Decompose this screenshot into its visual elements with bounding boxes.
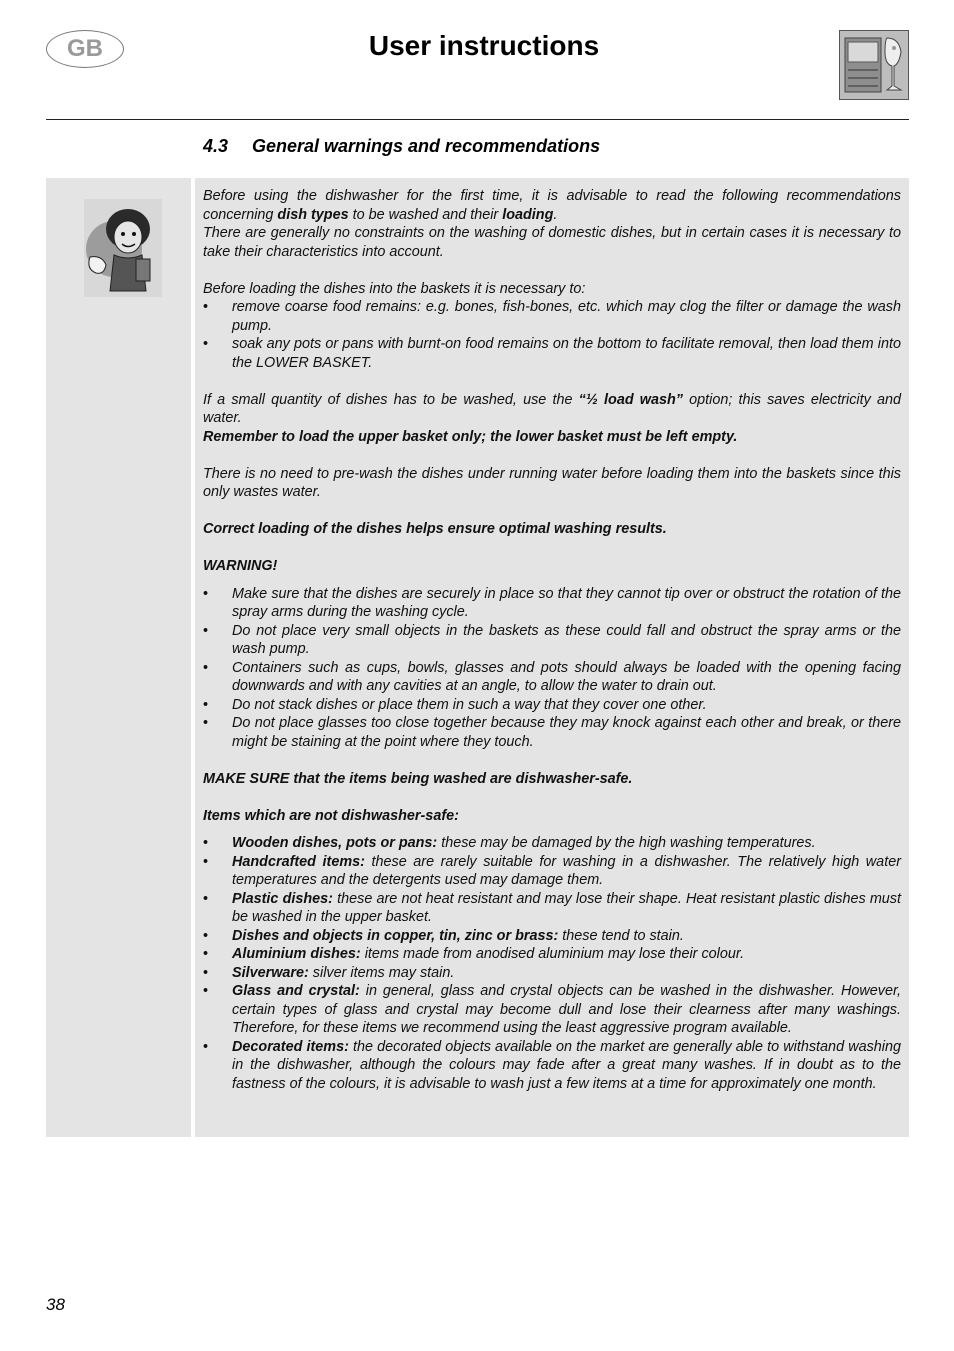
list-item: • Decorated items: the decorated objects available on the market are generally able to withstand washing in the dishwasher, although the colours may fade after a great many washes. If in doubt as to the fastness of the colours, it is advisable to wash just a few items at a time for approximately one month. (203, 1038, 901, 1092)
constraints-paragraph: There are generally no constraints on the washing of domestic dishes, but in certain cases it is necessary to take their characteristics into account. (203, 225, 901, 260)
half-load-paragraph (203, 391, 901, 428)
list-item: • Plastic dishes: these are not heat resistant and may lose their shape. Heat resistant plastic dishes must be washed in the upper basket. (203, 890, 902, 925)
list-item-text: Containers such as cups, bowls, glasses and pots should always be loaded with the opening facing downwards and with any cavities at an angle, to allow the water to drain out. (232, 659, 901, 694)
intro-text: Before using the dishwasher for the first time, it is advisable to read the following recommendations concerning (203, 188, 901, 223)
warning-title: WARNING! (203, 558, 278, 574)
list-item: • Make sure that the dishes are securely in place so that they cannot tip over or obstruct the rotation of the spray arms during the washing cycle. (203, 585, 901, 620)
page-number: 38 (46, 1295, 65, 1314)
language-badge-label: GB (67, 35, 103, 62)
list-item-label: Dishes and objects in copper, tin, zinc or brass: (232, 927, 559, 944)
list-item-label: Handcrafted items: (232, 853, 365, 870)
warning-list (203, 585, 901, 752)
list-item: • Silverware: silver items may stain. (203, 964, 455, 981)
list-item: • Aluminium dishes: items made from anodised aluminium may lose their colour. (203, 946, 745, 962)
list-item-text: these are not heat resistant and may lose their shape. Heat resistant plastic dishes must be washed in the upper basket. (232, 890, 902, 925)
list-item-text: Do not place glasses too close together because they may knock against each other and break, or there might be staining at the point where they touch. (232, 715, 901, 750)
intro-text: . (553, 206, 558, 223)
list-item-text: in general, glass and crystal objects can be washed in the dishwasher. However, certain types of glass and crystal may become dull and lose their clearness after many washings. Therefore, for these items we recommend using the least aggressive program available. (232, 983, 901, 1036)
list-item: • Dishes and objects in copper, tin, zinc or brass: these tend to stain. (203, 927, 684, 944)
list-item-text: remove coarse food remains: e.g. bones, fish-bones, etc. which may clog the filter or damage the wash pump. (232, 299, 901, 334)
intro-emphasis-loading: loading (502, 206, 554, 223)
list-item-text: these may be damaged by the high washing temperatures. (437, 835, 816, 851)
list-item: • Do not stack dishes or place them in such a way that they cover one other. (203, 696, 707, 713)
list-item-text: the decorated objects available on the market are generally able to withstand washing in the dishwasher, although the colours may fade after a great many washes. If in doubt as to the fastness of the colours, it is advisable to wash just a few items at a time for approximately one month. (232, 1038, 901, 1092)
list-item: • Wooden dishes, pots or pans: these may be damaged by the high washing temperatures. (203, 835, 816, 851)
list-item-text: these are rarely suitable for washing in a dishwasher. The relatively high water temperatures and the detergents used may damage them. (232, 853, 901, 888)
dishwasher-logo-icon (839, 30, 909, 100)
half-load-text: If a small quantity of dishes has to be washed, use the (203, 391, 579, 408)
intro-emphasis-dish-types: dish types (277, 206, 349, 223)
list-item-label: Aluminium dishes: (232, 946, 361, 962)
section-title: General warnings and recommendations (252, 136, 601, 156)
dishwasher-safe-note: MAKE SURE that the items being washed are dishwasher-safe. (203, 770, 633, 787)
list-item-label: Silverware: (232, 964, 309, 981)
half-load-option-name: “½ load wash” (578, 391, 683, 408)
section-number: 4.3 (203, 136, 229, 156)
list-item-label: Wooden dishes, pots or pans: (232, 835, 438, 851)
list-item: • Glass and crystal: in general, glass and crystal objects can be washed in the dishwasher. However, certain types of glass and crystal may become dull and lose their clearness after many washings. Therefore, for these items we recommend using the least aggressive program available. (203, 983, 901, 1036)
list-item: • soak any pots or pans with burnt-on food remains on the bottom to facilitate removal, then load them into the LOWER BASKET. (203, 336, 901, 371)
list-item: • Do not place glasses too close together because they may knock against each other and break, or there might be staining at the point where they touch. (203, 715, 901, 750)
list-item-text: Do not stack dishes or place them in such a way that they cover one other. (232, 696, 707, 713)
list-item: • Do not place very small objects in the baskets as these could fall and obstruct the spray arms or the wash pump. (203, 622, 901, 657)
left-icon-panel (46, 178, 191, 1137)
prewash-paragraph: There is no need to pre-wash the dishes under running water before loading them into the baskets since this only wastes water. (203, 465, 901, 500)
header-divider (46, 119, 909, 120)
list-item-text: silver items may stain. (308, 964, 455, 981)
list-item-label: Plastic dishes: (232, 890, 333, 907)
instructions-text (203, 187, 901, 1093)
list-item: • Containers such as cups, bowls, glasses and pots should always be loaded with the opening facing downwards and with any cavities at an angle, to allow the water to drain out. (203, 659, 901, 694)
half-load-reminder: Remember to load the upper basket only; the lower basket must be left empty. (203, 428, 738, 445)
half-load-text: option; this saves electricity and water. (203, 391, 902, 426)
section-heading (203, 136, 600, 157)
list-item-label: Decorated items: (232, 1038, 349, 1055)
cartoon-woman-icon (84, 199, 162, 297)
correct-loading-note: Correct loading of the dishes helps ensure optimal washing results. (203, 521, 667, 537)
before-loading-paragraph: Before loading the dishes into the baskets it is necessary to: (203, 280, 586, 297)
list-item: • Handcrafted items: these are rarely suitable for washing in a dishwasher. The relatively high water temperatures and the detergents used may damage them. (203, 853, 901, 888)
list-item: • remove coarse food remains: e.g. bones, fish-bones, etc. which may clog the filter or damage the wash pump. (203, 299, 901, 334)
before-loading-list (203, 298, 901, 372)
not-safe-title: Items which are not dishwasher-safe: (203, 807, 459, 824)
list-item-text: soak any pots or pans with burnt-on food remains on the bottom to facilitate removal, then load them into the LOWER BASKET. (232, 336, 901, 371)
intro-paragraph (203, 187, 901, 224)
list-item-text: these tend to stain. (558, 927, 684, 944)
page-title: User instructions (368, 30, 600, 61)
list-item-text: items made from anodised aluminium may lose their colour. (360, 946, 745, 962)
list-item-text: Make sure that the dishes are securely in place so that they cannot tip over or obstruct the rotation of the spray arms during the washing cycle. (232, 585, 901, 620)
list-item-text: Do not place very small objects in the baskets as these could fall and obstruct the spray arms or the wash pump. (232, 622, 901, 657)
intro-text: to be washed and their (348, 206, 503, 223)
list-item-label: Glass and crystal: (232, 983, 360, 999)
not-safe-list (203, 834, 901, 1093)
